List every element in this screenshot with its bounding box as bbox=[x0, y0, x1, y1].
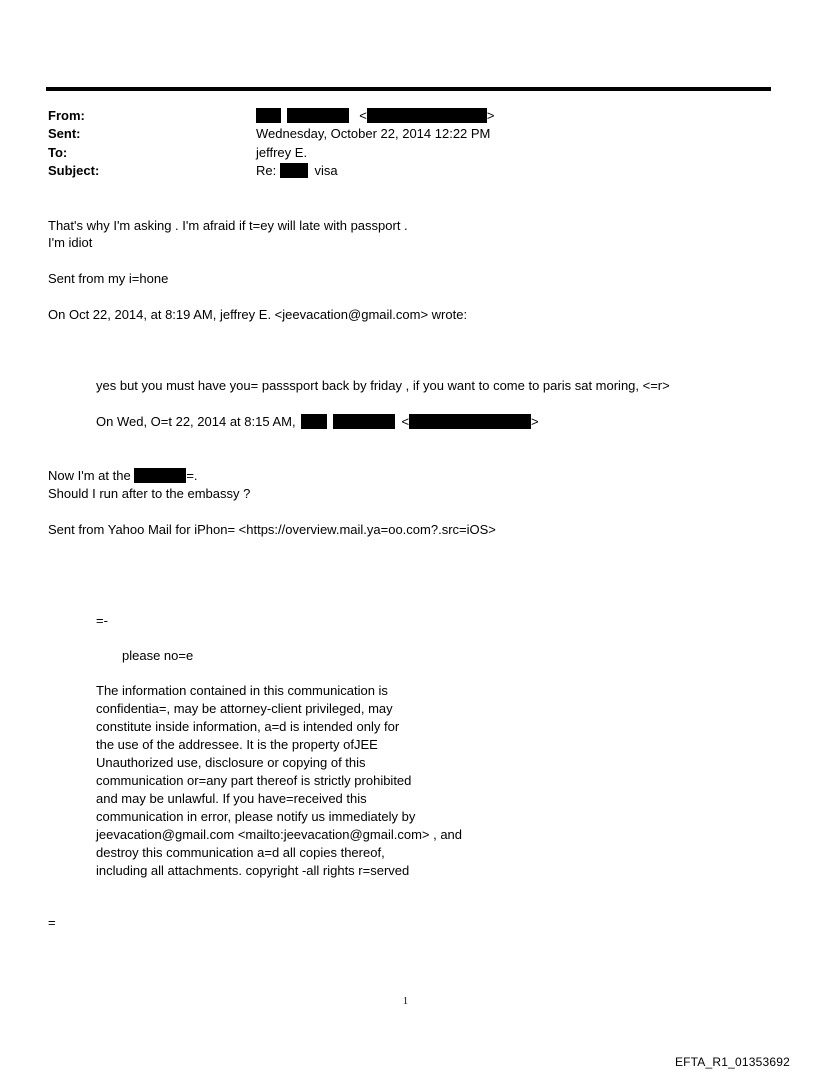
on-wed-prefix: On Wed, O=t 22, 2014 at 8:15 AM, bbox=[96, 414, 296, 429]
disclaimer-line: communication or=any part thereof is strictly prohibited bbox=[96, 773, 412, 788]
body-line-1: That's why I'm asking . I'm afraid if t=ey will late with passport . bbox=[48, 218, 408, 233]
redaction-box bbox=[256, 108, 281, 123]
from-value bbox=[256, 108, 494, 123]
to-value: jeffrey E. bbox=[256, 145, 308, 160]
please-note-line: please no=e bbox=[122, 648, 194, 663]
subject-suffix: visa bbox=[314, 163, 338, 178]
now-suffix: =. bbox=[186, 468, 198, 483]
document-id: EFTA_R1_01353692 bbox=[674, 1055, 790, 1069]
disclaimer-line: jeevacation@gmail.com <mailto:jeevacation@gmail.com> , and bbox=[96, 827, 463, 842]
disclaimer-line: communication in error, please notify us immediately by bbox=[96, 809, 416, 824]
subject-value bbox=[256, 163, 338, 178]
disclaimer-line: including all attachments. copyright -all rights r=served bbox=[96, 863, 410, 878]
now-line bbox=[48, 467, 198, 484]
subject-label: Subject: bbox=[48, 163, 100, 178]
redaction-box bbox=[409, 414, 531, 429]
redaction-box bbox=[134, 468, 186, 483]
header-rule bbox=[46, 87, 771, 91]
from-lt: < bbox=[359, 108, 367, 123]
disclaimer-line: constitute inside information, a=d is intended only for bbox=[96, 719, 400, 734]
to-label: To: bbox=[48, 145, 68, 160]
from-gt: > bbox=[486, 108, 495, 123]
subject-prefix: Re: bbox=[256, 163, 277, 178]
sent-value: Wednesday, October 22, 2014 12:22 PM bbox=[256, 126, 491, 141]
redaction-box bbox=[301, 414, 327, 429]
redaction-box bbox=[280, 163, 308, 178]
page-number: 1 bbox=[403, 996, 408, 1007]
body-line-2: I'm idiot bbox=[48, 235, 93, 250]
from-label: From: bbox=[48, 108, 85, 123]
on-wed-lt: < bbox=[401, 414, 410, 429]
now-prefix: Now I'm at the bbox=[48, 468, 131, 483]
redaction-box bbox=[333, 414, 395, 429]
eq-end-line: = bbox=[48, 915, 56, 930]
redaction-box bbox=[287, 108, 349, 123]
sent-from-line: Sent from my i=hone bbox=[48, 271, 169, 286]
on-wrote-line: On Oct 22, 2014, at 8:19 AM, jeffrey E. <jeevacation@gmail.com> wrote: bbox=[48, 307, 468, 322]
disclaimer-line: The information contained in this communication is bbox=[96, 683, 388, 698]
disclaimer-line: destroy this communication a=d all copies thereof, bbox=[96, 845, 385, 860]
disclaimer-line: Unauthorized use, disclosure or copying of this bbox=[96, 755, 366, 770]
on-wed-line bbox=[96, 413, 539, 430]
disclaimer-line: confidentia=, may be attorney-client privileged, may bbox=[96, 701, 393, 716]
yahoo-line: Sent from Yahoo Mail for iPhon= <https://overview.mail.ya=oo.com?.src=iOS> bbox=[48, 522, 496, 537]
sent-label: Sent: bbox=[48, 126, 81, 141]
on-wed-gt: > bbox=[531, 414, 539, 429]
disclaimer-block bbox=[96, 682, 516, 880]
eq-dash-line: =- bbox=[96, 613, 108, 628]
disclaimer-line: and may be unlawful. If you have=received this bbox=[96, 791, 367, 806]
disclaimer-line: the use of the addressee. It is the property ofJEE bbox=[96, 737, 378, 752]
redaction-box bbox=[367, 108, 487, 123]
embassy-line: Should I run after to the embassy ? bbox=[48, 486, 251, 501]
quoted-reply-line: yes but you must have you= passsport back by friday , if you want to come to paris sat moring, <=r> bbox=[96, 378, 670, 393]
